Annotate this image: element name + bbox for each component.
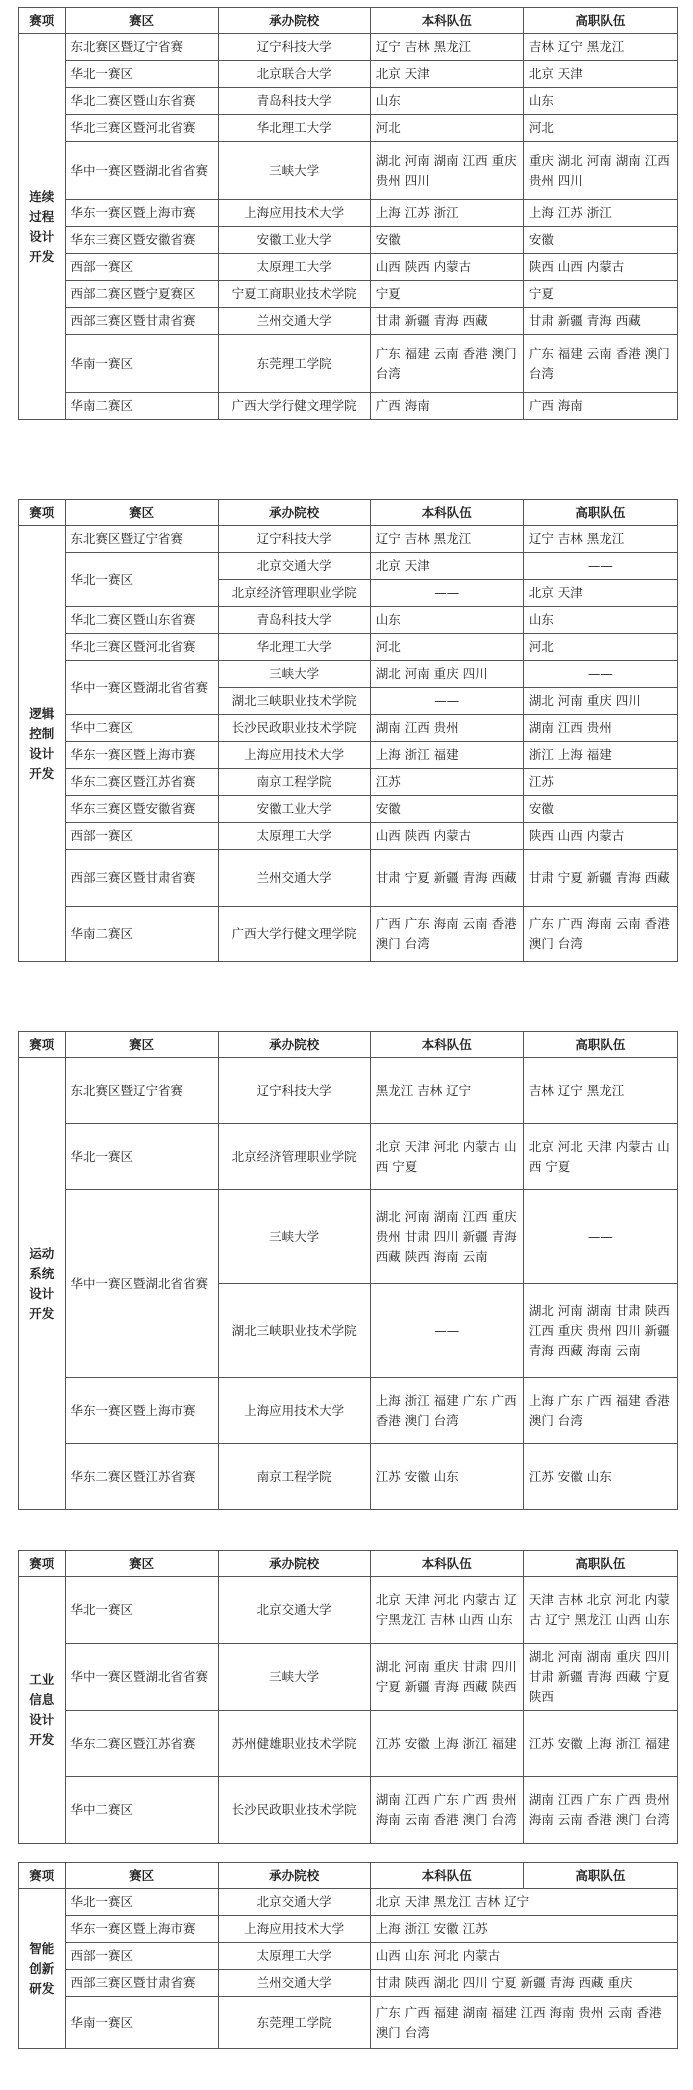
table-row xyxy=(19,1124,678,1190)
region-cell: 华北三赛区暨河北省赛 xyxy=(65,634,218,661)
table-row xyxy=(19,281,678,308)
table-row xyxy=(19,907,678,962)
region-cell: 华北一赛区 xyxy=(65,553,218,607)
host-cell: 南京工程学院 xyxy=(218,769,370,796)
vocational-cell: 宁夏 xyxy=(523,281,677,308)
vocational-cell: —— xyxy=(523,661,677,688)
region-cell: 东北赛区暨辽宁省赛 xyxy=(65,1058,218,1124)
host-cell: 北京交通大学 xyxy=(218,1577,370,1644)
vocational-cell: 江苏 安徽 山东 xyxy=(523,1444,677,1510)
table-row xyxy=(19,61,678,88)
undergrad-cell: 湖北 河南 湖南 江西 重庆 贵州 甘肃 四川 新疆 青海 西藏 陕西 海南 云南 xyxy=(370,1190,523,1284)
host-cell: 长沙民政职业技术学院 xyxy=(218,1777,370,1844)
header-undergrad: 本科队伍 xyxy=(370,8,523,34)
header-item: 赛项 xyxy=(19,1551,66,1577)
region-cell: 华北二赛区暨山东省赛 xyxy=(65,88,218,115)
region-cell: 华中一赛区暨湖北省省赛 xyxy=(65,142,218,200)
vocational-cell: 上海 江苏 浙江 xyxy=(523,200,677,227)
host-cell: 兰州交通大学 xyxy=(218,308,370,335)
header-undergrad: 本科队伍 xyxy=(370,500,523,526)
table-row xyxy=(19,34,678,61)
undergrad-cell: 上海 浙江 福建 广东 广西 香港 澳门 台湾 xyxy=(370,1378,523,1444)
host-cell: 湖北三峡职业技术学院 xyxy=(218,688,370,715)
region-cell: 华东三赛区暨安徽省赛 xyxy=(65,227,218,254)
undergrad-cell: —— xyxy=(370,580,523,607)
region-cell: 华东一赛区暨上海市赛 xyxy=(65,1378,218,1444)
vocational-cell: 陕西 山西 内蒙古 xyxy=(523,254,677,281)
region-cell: 西部三赛区暨甘肃省赛 xyxy=(65,850,218,907)
table-row xyxy=(19,769,678,796)
undergrad-cell: 北京 天津 河北 内蒙古 山西 宁夏 xyxy=(370,1124,523,1190)
host-cell: 兰州交通大学 xyxy=(218,850,370,907)
vocational-cell: 广西 海南 xyxy=(523,393,677,420)
table-header-row xyxy=(19,1551,678,1577)
vocational-cell: 山东 xyxy=(523,607,677,634)
undergrad-cell: 安徽 xyxy=(370,227,523,254)
table-row xyxy=(19,1777,678,1844)
host-cell: 三峡大学 xyxy=(218,1190,370,1284)
table-row xyxy=(19,634,678,661)
host-cell: 太原理工大学 xyxy=(218,1943,370,1970)
vocational-cell: 陕西 山西 内蒙古 xyxy=(523,823,677,850)
undergrad-cell: —— xyxy=(370,1284,523,1378)
undergrad-cell: 河北 xyxy=(370,115,523,142)
host-cell: 东莞理工学院 xyxy=(218,335,370,393)
region-cell: 华中一赛区暨湖北省省赛 xyxy=(65,661,218,715)
header-host: 承办院校 xyxy=(218,8,370,34)
host-cell: 华北理工大学 xyxy=(218,115,370,142)
undergrad-cell: 山西 陕西 内蒙古 xyxy=(370,823,523,850)
undergrad-cell: 广东 福建 云南 香港 澳门 台湾 xyxy=(370,335,523,393)
vocational-cell: 河北 xyxy=(523,115,677,142)
teams-cell: 上海 浙江 安徽 江苏 xyxy=(370,1916,677,1943)
vocational-cell: 甘肃 新疆 青海 西藏 xyxy=(523,308,677,335)
header-region: 赛区 xyxy=(65,8,218,34)
host-cell: 南京工程学院 xyxy=(218,1444,370,1510)
region-cell: 华南二赛区 xyxy=(65,393,218,420)
vocational-cell: 重庆 湖北 河南 湖南 江西 贵州 四川 xyxy=(523,142,677,200)
table-row xyxy=(19,88,678,115)
table-row xyxy=(19,553,678,580)
vocational-cell: 湖北 河南 重庆 四川 xyxy=(523,688,677,715)
host-cell: 辽宁科技大学 xyxy=(218,34,370,61)
host-cell: 三峡大学 xyxy=(218,661,370,688)
teams-cell: 甘肃 陕西 湖北 四川 宁夏 新疆 青海 西藏 重庆 xyxy=(370,1970,677,1997)
region-cell: 华东二赛区暨江苏省赛 xyxy=(65,1444,218,1510)
undergrad-cell: 甘肃 新疆 青海 西藏 xyxy=(370,308,523,335)
competition-item: 逻辑控制设计开发 xyxy=(19,526,66,962)
header-host: 承办院校 xyxy=(218,1551,370,1577)
header-undergrad: 本科队伍 xyxy=(370,1863,523,1889)
region-cell: 西部二赛区暨宁夏赛区 xyxy=(65,281,218,308)
host-cell: 北京经济管理职业学院 xyxy=(218,580,370,607)
vocational-cell: 浙江 上海 福建 xyxy=(523,742,677,769)
host-cell: 三峡大学 xyxy=(218,1644,370,1711)
table-header-row xyxy=(19,1863,678,1889)
undergrad-cell: 湖北 河南 重庆 四川 xyxy=(370,661,523,688)
undergrad-cell: 广西 海南 xyxy=(370,393,523,420)
table-row xyxy=(19,1889,678,1916)
undergrad-cell: 山东 xyxy=(370,607,523,634)
header-region: 赛区 xyxy=(65,1863,218,1889)
table-smart-innovation xyxy=(18,1862,678,2049)
region-cell: 华东三赛区暨安徽省赛 xyxy=(65,796,218,823)
host-cell: 安徽工业大学 xyxy=(218,227,370,254)
table-row xyxy=(19,526,678,553)
competition-item: 智能创新研发 xyxy=(19,1889,66,2049)
host-cell: 华北理工大学 xyxy=(218,634,370,661)
table-row xyxy=(19,796,678,823)
region-cell: 华北一赛区 xyxy=(65,1577,218,1644)
table-row xyxy=(19,393,678,420)
competition-item: 连续过程设计开发 xyxy=(19,34,66,420)
undergrad-cell: 甘肃 宁夏 新疆 青海 西藏 xyxy=(370,850,523,907)
competition-item: 运动系统设计开发 xyxy=(19,1058,66,1510)
undergrad-cell: 湖北 河南 重庆 甘肃 四川 宁夏 新疆 青海 西藏 陕西 xyxy=(370,1644,523,1711)
host-cell: 太原理工大学 xyxy=(218,254,370,281)
vocational-cell: 广东 广西 海南 云南 香港 澳门 台湾 xyxy=(523,907,677,962)
header-region: 赛区 xyxy=(65,1551,218,1577)
table-header-row xyxy=(19,500,678,526)
undergrad-cell: 广西 广东 海南 云南 香港 澳门 台湾 xyxy=(370,907,523,962)
table-industrial-info xyxy=(18,1550,678,1844)
region-cell: 华东二赛区暨江苏省赛 xyxy=(65,1711,218,1777)
host-cell: 安徽工业大学 xyxy=(218,796,370,823)
host-cell: 上海应用技术大学 xyxy=(218,1378,370,1444)
table-row xyxy=(19,1577,678,1644)
vocational-cell: 吉林 辽宁 黑龙江 xyxy=(523,1058,677,1124)
table-row xyxy=(19,1378,678,1444)
teams-cell: 山西 山东 河北 内蒙古 xyxy=(370,1943,677,1970)
vocational-cell: 天津 吉林 北京 河北 内蒙古 辽宁 黑龙江 山西 山东 xyxy=(523,1577,677,1644)
undergrad-cell: 北京 天津 xyxy=(370,553,523,580)
region-cell: 华南一赛区 xyxy=(65,1997,218,2049)
header-region: 赛区 xyxy=(65,500,218,526)
table-row xyxy=(19,254,678,281)
header-region: 赛区 xyxy=(65,1032,218,1058)
competition-item: 工业信息设计开发 xyxy=(19,1577,66,1844)
table-row xyxy=(19,1916,678,1943)
undergrad-cell: 山东 xyxy=(370,88,523,115)
header-vocational: 高职队伍 xyxy=(523,500,677,526)
host-cell: 上海应用技术大学 xyxy=(218,200,370,227)
host-cell: 辽宁科技大学 xyxy=(218,1058,370,1124)
undergrad-cell: 上海 浙江 福建 xyxy=(370,742,523,769)
undergrad-cell: 河北 xyxy=(370,634,523,661)
region-cell: 华北三赛区暨河北省赛 xyxy=(65,115,218,142)
region-cell: 华南二赛区 xyxy=(65,907,218,962)
region-cell: 华东一赛区暨上海市赛 xyxy=(65,200,218,227)
header-item: 赛项 xyxy=(19,1863,66,1889)
vocational-cell: —— xyxy=(523,1190,677,1284)
undergrad-cell: 江苏 xyxy=(370,769,523,796)
host-cell: 上海应用技术大学 xyxy=(218,1916,370,1943)
region-cell: 西部三赛区暨甘肃省赛 xyxy=(65,1970,218,1997)
undergrad-cell: 湖南 江西 广东 广西 贵州 海南 云南 香港 澳门 台湾 xyxy=(370,1777,523,1844)
region-cell: 华中二赛区 xyxy=(65,1777,218,1844)
vocational-cell: 湖南 江西 贵州 xyxy=(523,715,677,742)
host-cell: 兰州交通大学 xyxy=(218,1970,370,1997)
undergrad-cell: 辽宁 吉林 黑龙江 xyxy=(370,526,523,553)
region-cell: 西部三赛区暨甘肃省赛 xyxy=(65,308,218,335)
undergrad-cell: 宁夏 xyxy=(370,281,523,308)
vocational-cell: 上海 广东 广西 福建 香港 澳门 台湾 xyxy=(523,1378,677,1444)
table-row xyxy=(19,1190,678,1284)
table-row xyxy=(19,308,678,335)
table-row xyxy=(19,1943,678,1970)
region-cell: 西部一赛区 xyxy=(65,1943,218,1970)
undergrad-cell: 湖南 江西 贵州 xyxy=(370,715,523,742)
region-cell: 华北一赛区 xyxy=(65,61,218,88)
teams-cell: 广东 广西 福建 湖南 福建 江西 海南 贵州 云南 香港 澳门 台湾 xyxy=(370,1997,677,2049)
header-undergrad: 本科队伍 xyxy=(370,1551,523,1577)
host-cell: 太原理工大学 xyxy=(218,823,370,850)
host-cell: 三峡大学 xyxy=(218,142,370,200)
host-cell: 北京交通大学 xyxy=(218,1889,370,1916)
table-row xyxy=(19,1644,678,1711)
table-row xyxy=(19,200,678,227)
vocational-cell: —— xyxy=(523,553,677,580)
vocational-cell: 山东 xyxy=(523,88,677,115)
table-row xyxy=(19,115,678,142)
host-cell: 广西大学行健文理学院 xyxy=(218,907,370,962)
region-cell: 东北赛区暨辽宁省赛 xyxy=(65,34,218,61)
region-cell: 华东二赛区暨江苏省赛 xyxy=(65,769,218,796)
table-row xyxy=(19,850,678,907)
undergrad-cell: 黑龙江 吉林 辽宁 xyxy=(370,1058,523,1124)
vocational-cell: 北京 天津 xyxy=(523,61,677,88)
header-host: 承办院校 xyxy=(218,1863,370,1889)
table-row xyxy=(19,1444,678,1510)
region-cell: 华中一赛区暨湖北省省赛 xyxy=(65,1190,218,1378)
header-vocational: 高职队伍 xyxy=(523,1032,677,1058)
region-cell: 华中二赛区 xyxy=(65,715,218,742)
header-vocational: 高职队伍 xyxy=(523,1863,677,1889)
header-item: 赛项 xyxy=(19,8,66,34)
host-cell: 北京经济管理职业学院 xyxy=(218,1124,370,1190)
table-continuous-process xyxy=(18,7,678,420)
table-motion-system xyxy=(18,1031,678,1510)
teams-cell: 北京 天津 黑龙江 吉林 辽宁 xyxy=(370,1889,677,1916)
vocational-cell: 甘肃 宁夏 新疆 青海 西藏 xyxy=(523,850,677,907)
host-cell: 东莞理工学院 xyxy=(218,1997,370,2049)
table-row xyxy=(19,227,678,254)
vocational-cell: 湖北 河南 湖南 甘肃 陕西 江西 重庆 贵州 四川 新疆 青海 西藏 海南 云南 xyxy=(523,1284,677,1378)
undergrad-cell: —— xyxy=(370,688,523,715)
table-row xyxy=(19,607,678,634)
header-vocational: 高职队伍 xyxy=(523,1551,677,1577)
region-cell: 华南一赛区 xyxy=(65,335,218,393)
table-logic-control xyxy=(18,499,678,962)
vocational-cell: 吉林 辽宁 黑龙江 xyxy=(523,34,677,61)
table-header-row xyxy=(19,1032,678,1058)
table-header-row xyxy=(19,8,678,34)
table-row xyxy=(19,661,678,688)
table-row xyxy=(19,742,678,769)
host-cell: 苏州健雄职业技术学院 xyxy=(218,1711,370,1777)
region-cell: 华北一赛区 xyxy=(65,1889,218,1916)
vocational-cell: 安徽 xyxy=(523,227,677,254)
vocational-cell: 安徽 xyxy=(523,796,677,823)
header-undergrad: 本科队伍 xyxy=(370,1032,523,1058)
table-row xyxy=(19,1711,678,1777)
host-cell: 上海应用技术大学 xyxy=(218,742,370,769)
undergrad-cell: 江苏 安徽 上海 浙江 福建 xyxy=(370,1711,523,1777)
header-host: 承办院校 xyxy=(218,1032,370,1058)
region-cell: 西部一赛区 xyxy=(65,823,218,850)
table-row xyxy=(19,823,678,850)
undergrad-cell: 北京 天津 河北 内蒙古 辽宁黑龙江 吉林 山西 山东 xyxy=(370,1577,523,1644)
vocational-cell: 北京 河北 天津 内蒙古 山西 宁夏 xyxy=(523,1124,677,1190)
host-cell: 青岛科技大学 xyxy=(218,607,370,634)
vocational-cell: 河北 xyxy=(523,634,677,661)
host-cell: 辽宁科技大学 xyxy=(218,526,370,553)
region-cell: 东北赛区暨辽宁省赛 xyxy=(65,526,218,553)
undergrad-cell: 江苏 安徽 山东 xyxy=(370,1444,523,1510)
host-cell: 北京交通大学 xyxy=(218,553,370,580)
region-cell: 华北二赛区暨山东省赛 xyxy=(65,607,218,634)
region-cell: 华东一赛区暨上海市赛 xyxy=(65,742,218,769)
vocational-cell: 江苏 xyxy=(523,769,677,796)
table-row xyxy=(19,715,678,742)
undergrad-cell: 上海 江苏 浙江 xyxy=(370,200,523,227)
vocational-cell: 江苏 安徽 上海 浙江 福建 xyxy=(523,1711,677,1777)
header-item: 赛项 xyxy=(19,500,66,526)
header-item: 赛项 xyxy=(19,1032,66,1058)
undergrad-cell: 辽宁 吉林 黑龙江 xyxy=(370,34,523,61)
vocational-cell: 广东 福建 云南 香港 澳门 台湾 xyxy=(523,335,677,393)
undergrad-cell: 山西 陕西 内蒙古 xyxy=(370,254,523,281)
region-cell: 华中一赛区暨湖北省省赛 xyxy=(65,1644,218,1711)
undergrad-cell: 北京 天津 xyxy=(370,61,523,88)
undergrad-cell: 湖北 河南 湖南 江西 重庆 贵州 四川 xyxy=(370,142,523,200)
vocational-cell: 北京 天津 xyxy=(523,580,677,607)
table-row xyxy=(19,1997,678,2049)
undergrad-cell: 安徽 xyxy=(370,796,523,823)
region-cell: 华东一赛区暨上海市赛 xyxy=(65,1916,218,1943)
region-cell: 华北一赛区 xyxy=(65,1124,218,1190)
vocational-cell: 湖南 江西 广东 广西 贵州 海南 云南 香港 澳门 台湾 xyxy=(523,1777,677,1844)
header-host: 承办院校 xyxy=(218,500,370,526)
host-cell: 北京联合大学 xyxy=(218,61,370,88)
table-row xyxy=(19,1970,678,1997)
header-vocational: 高职队伍 xyxy=(523,8,677,34)
table-row xyxy=(19,1058,678,1124)
host-cell: 青岛科技大学 xyxy=(218,88,370,115)
table-row xyxy=(19,335,678,393)
host-cell: 湖北三峡职业技术学院 xyxy=(218,1284,370,1378)
vocational-cell: 湖北 河南 湖南 重庆 四川 甘肃 新疆 青海 西藏 宁夏 陕西 xyxy=(523,1644,677,1711)
host-cell: 长沙民政职业技术学院 xyxy=(218,715,370,742)
vocational-cell: 辽宁 吉林 黑龙江 xyxy=(523,526,677,553)
host-cell: 广西大学行健文理学院 xyxy=(218,393,370,420)
region-cell: 西部一赛区 xyxy=(65,254,218,281)
table-row xyxy=(19,142,678,200)
host-cell: 宁夏工商职业技术学院 xyxy=(218,281,370,308)
